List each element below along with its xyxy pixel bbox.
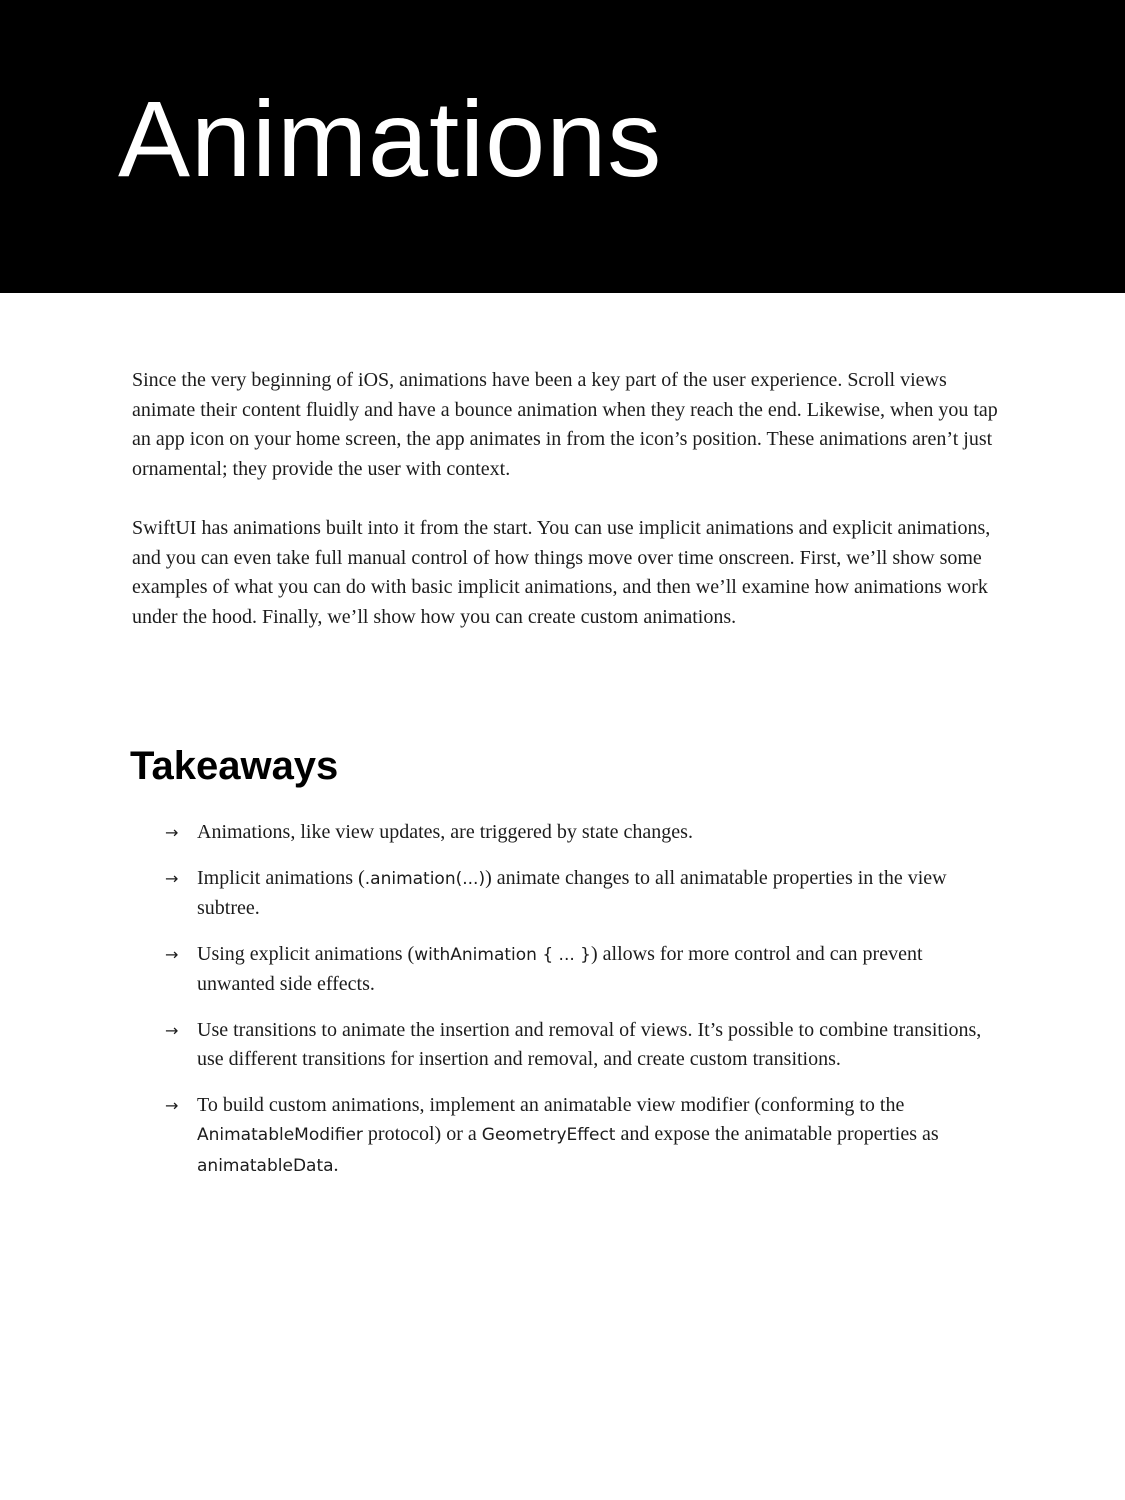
takeaway-text: .	[333, 1153, 339, 1176]
takeaway-text: Implicit animations (	[197, 866, 365, 889]
code-snippet: withAnimation { ... }	[414, 944, 591, 965]
takeaway-text: Use transitions to animate the insertion and removal of views. It’s possible to combine transitions, use different transitions for insertion and removal, and create custom transitions.	[197, 1018, 982, 1070]
takeaway-item	[165, 940, 995, 1000]
arrow-right-icon: →	[165, 1020, 179, 1040]
code-snippet: .animation(...)	[364, 868, 486, 889]
takeaways-list	[165, 818, 995, 1197]
takeaway-text: protocol) or a	[362, 1123, 482, 1145]
takeaway-item	[165, 818, 995, 848]
takeaway-item	[165, 1091, 995, 1182]
chapter-header	[0, 0, 1125, 293]
arrow-right-icon: →	[165, 944, 179, 964]
intro-paragraph: SwiftUI has animations built into it from the start. You can use implicit animations and explicit animations, and you can even take full manual control of how things move over time onscreen. First, we’ll show some examples of what you can do with basic implicit animations, and then we’ll examine how animations work under the hood. Finally, we’ll show how you can create custom animations.	[132, 517, 991, 628]
takeaway-text: To build custom animations, implement an animatable view modifier (conforming to the	[197, 1093, 905, 1116]
takeaway-text: and expose the animatable properties as	[615, 1123, 939, 1145]
intro-section	[132, 366, 1002, 662]
takeaway-text: Using explicit animations (	[197, 942, 415, 965]
takeaways-heading: Takeaways	[130, 744, 339, 788]
takeaway-text: Animations, like view updates, are triggered by state changes.	[197, 821, 693, 843]
arrow-right-icon: →	[165, 868, 179, 888]
takeaway-item	[165, 864, 995, 924]
arrow-right-icon: →	[165, 823, 179, 842]
takeaway-item	[165, 1016, 995, 1075]
code-snippet: AnimatableModifier	[197, 1125, 363, 1145]
code-snippet: GeometryEffect	[481, 1125, 616, 1145]
takeaway-text: ) animate changes to all animatable properties in the view subtree.	[197, 866, 947, 919]
code-snippet: animatableData	[197, 1155, 334, 1176]
chapter-title: Animations	[118, 78, 663, 199]
takeaway-text: ) allows for more control and can prevent unwanted side effects.	[197, 942, 923, 995]
arrow-right-icon: →	[165, 1095, 179, 1115]
intro-paragraph: Since the very beginning of iOS, animations have been a key part of the user experience. Scroll views animate their content fluidly and have a bounce animation when they reach the end. Likewise, when you tap an app icon on your home screen, the app animates in from the icon’s position. These animations aren’t just ornamental; they provide the user with context.	[132, 369, 998, 480]
